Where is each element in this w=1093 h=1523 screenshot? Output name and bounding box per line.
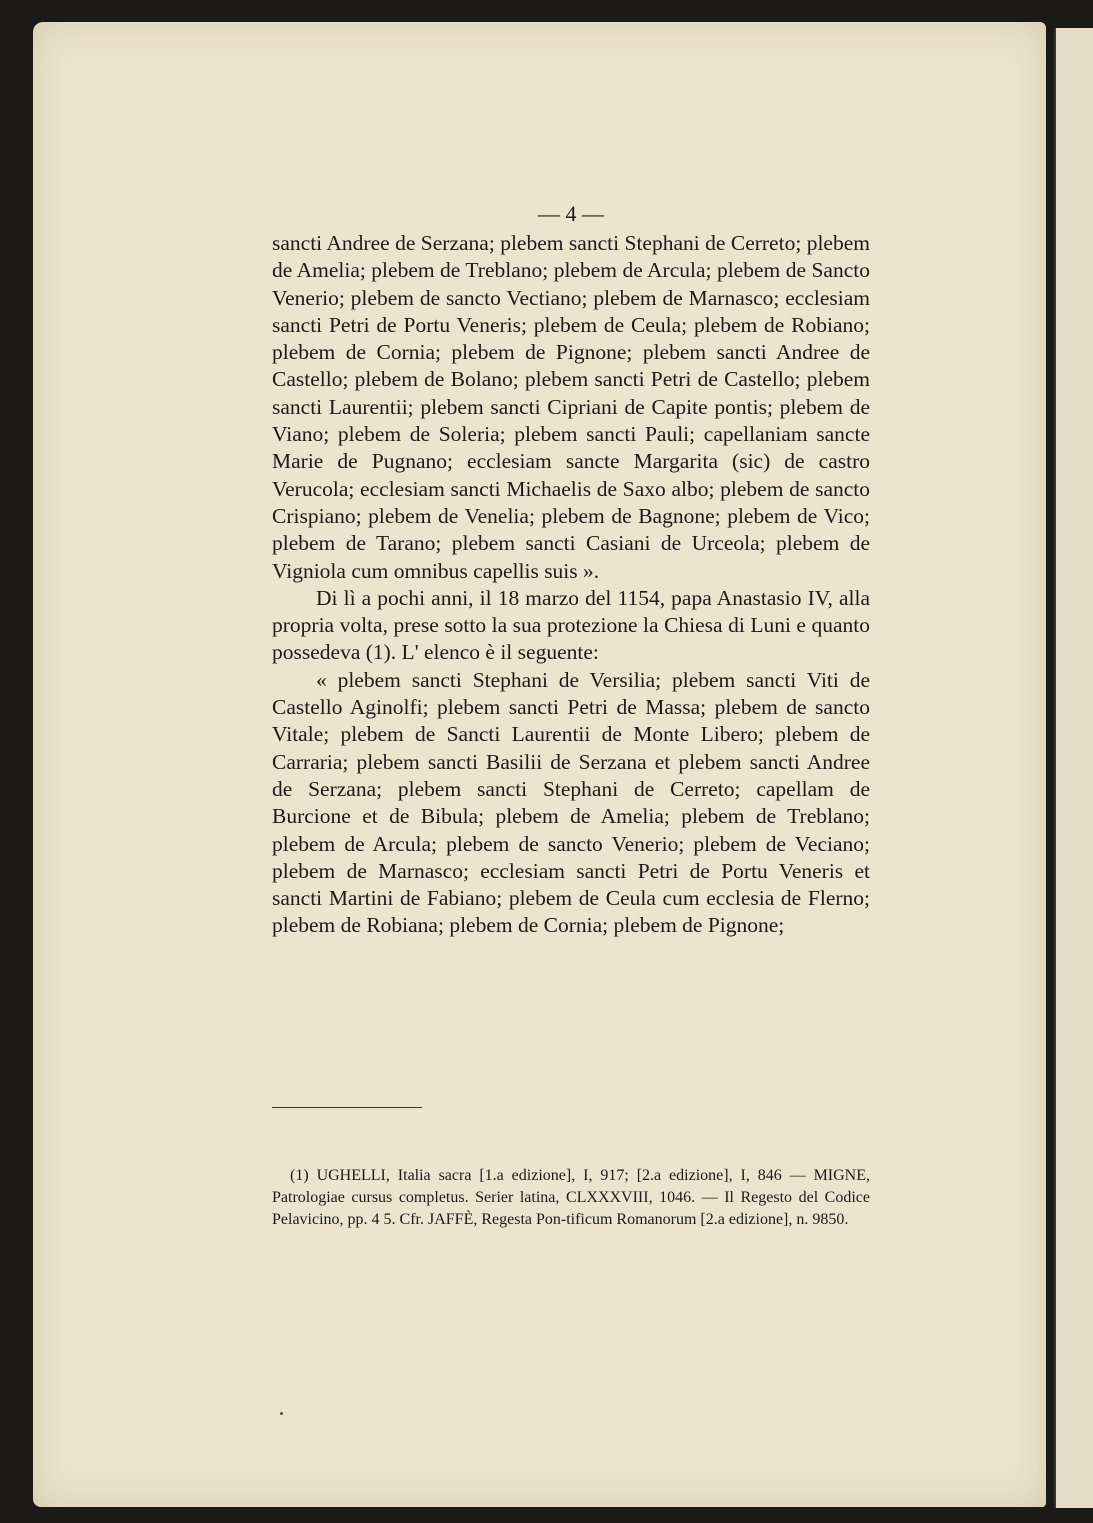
page-number: — 4 — [538,201,604,226]
ink-speck [280,1412,283,1415]
body-text [272,230,870,940]
main-text-block [272,200,870,940]
footnotes [272,1165,870,1231]
paragraph-3: « plebem sancti Stephani de Versilia; plebem sancti Viti de Castello Aginolfi; plebem sancti Petri de Massa; plebem de sancto Vitale; plebem de Sancti Laurentii de Monte Libero; plebem de Carraria; plebem sancti Basilii de Serzana et plebem sancti Andree de Serzana; plebem sancti Stephani de Cerreto; capellam de Burcione et de Bibula; plebem de Amelia; plebem de Treblano; plebem de Arcula; plebem de sancto Venerio; plebem de Veciano; plebem de Marnasco; ecclesiam sancti Petri de Portu Veneris et sancti Martini de Fabiano; plebem de Ceula cum ecclesia de Flerno; plebem de Robiana; plebem de Cornia; plebem de Pignone; [272,667,870,938]
paragraph-2: Di lì a pochi anni, il 18 marzo del 1154, papa Anastasio IV, alla propria volta, prese sotto la sua protezione la Chiesa di Luni e quanto possedeva (1). L' elenco è il seguente: [272,585,870,665]
adjacent-page-edge [1054,28,1093,1508]
paragraph-1: sancti Andree de Serzana; plebem sancti Stephani de Cerreto; plebem de Amelia; plebem de Treblano; plebem de Arcula; plebem de Sancto Venerio; plebem de sancto Vectiano; plebem de Marnasco; ecclesiam sancti Petri de Portu Veneris; plebem de Ceula; plebem de Robiano; plebem de Cornia; plebem de Pignone; plebem sancti Andree de Castello; plebem de Bolano; plebem sancti Petri de Castello; plebem sancti Laurentii; plebem sancti Cipriani de Capite pontis; plebem de Viano; plebem de Soleria; plebem sancti Pauli; capellaniam sancte Marie de Pugnano; ecclesiam sancte Margarita (sic) de castro Verucola; ecclesiam sancti Michaelis de Saxo albo; plebem de sancto Crispiano; plebem de Venelia; plebem de Bagnone; plebem de Vico; plebem de Tarano; plebem sancti Casiani de Urceola; plebem de Vigniola cum omnibus capellis suis ». [272,231,870,583]
footnote-divider [272,1107,422,1108]
footnote-1: (1) UGHELLI, Italia sacra [1.a edizione], I, 917; [2.a edizione], I, 846 — MIGNE, Patrologiae cursus completus. Serier latina, CLXXXVIII, 1046. — Il Regesto del Codice Pelavicino, pp. 4 5. Cfr. JAFFÈ, Regesta Pon-tificum Romanorum [2.a edizione], n. 9850. [272,1167,870,1228]
